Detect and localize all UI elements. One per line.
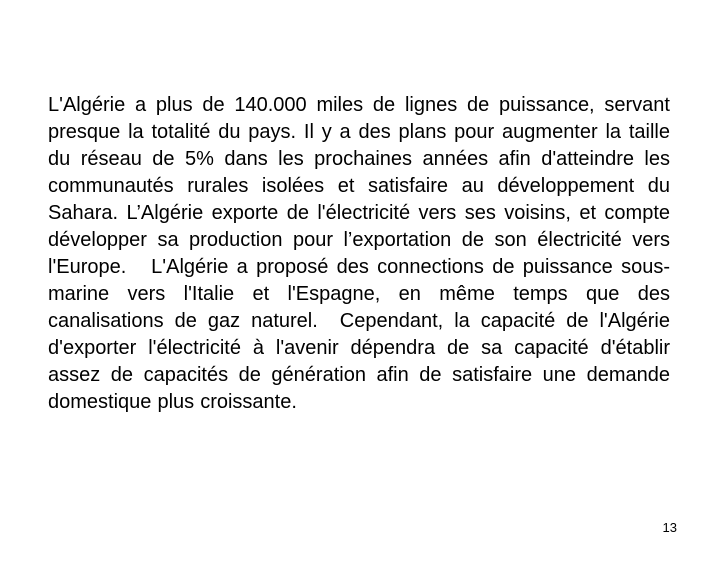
page-number: 13: [662, 520, 677, 535]
sentence-export-capacity: Cependant, la capacité de l'Algérie d'exporter l'électricité à l'avenir dépendra de sa capacité d'établir assez de capacités de génération afin de satisfaire une demande domestique plus croissante.: [48, 310, 677, 413]
sentence-submarine-connections: L'Algérie a proposé des connections de puissance sous-marine vers l'Italie et l'Espagne, en même temps que des canalisations de gaz naturel.: [48, 256, 677, 332]
body-paragraph: [48, 92, 677, 416]
sentence-grid-length: L'Algérie a plus de 140.000 miles de lignes de puissance, servant presque la totalité du pays.: [48, 94, 677, 143]
sentence-export-europe: L’Algérie exporte de l'électricité vers ses voisins, et compte développer sa production pour l’exportation de son électricité vers l'Europe.: [48, 202, 677, 278]
sentence-grid-expansion: Il y a des plans pour augmenter la taille du réseau de 5% dans les prochaines années afin d'atteindre les communautés rurales isolées et satisfaire au développement du Sahara.: [48, 121, 677, 224]
